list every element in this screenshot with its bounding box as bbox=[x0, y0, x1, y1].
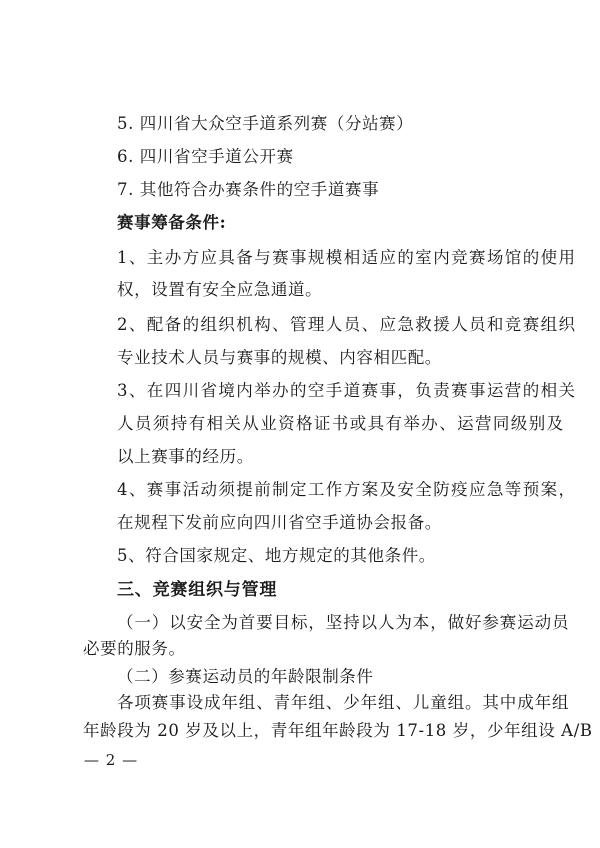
condition-1-line-1: 1、主办方应具备与赛事规模相适应的室内竞赛场馆的使用 bbox=[117, 248, 577, 267]
condition-1-line-2: 权，设置有安全应急通道。 bbox=[117, 280, 323, 299]
page-number: — 2 — bbox=[84, 751, 139, 769]
paragraph-2-line-1: 各项赛事设成年组、青年组、少年组、儿童组。其中成年组 bbox=[117, 693, 570, 712]
list-item-6: 6. 四川省空手道公开赛 bbox=[117, 147, 294, 166]
condition-4-line-1: 4、赛事活动须提前制定工作方案及安全防疫应急等预案， bbox=[117, 480, 577, 499]
section-heading-3: 三、竞赛组织与管理 bbox=[117, 580, 278, 600]
subheading-age-limits: （二）参赛运动员的年龄限制条件 bbox=[117, 667, 374, 686]
condition-2-line-2: 专业技术人员与赛事的规模、内容相匹配。 bbox=[117, 348, 442, 367]
condition-3-line-3: 以上赛事的经历。 bbox=[117, 447, 254, 466]
condition-4-line-2: 在规程下发前应向四川省空手道协会报备。 bbox=[117, 513, 442, 532]
condition-3-line-1: 3、在四川省境内举办的空手道赛事，负责赛事运营的相关 bbox=[117, 381, 577, 400]
condition-2-line-1: 2、配备的组织机构、管理人员、应急救援人员和竞赛组织 bbox=[117, 315, 577, 334]
condition-5: 5、符合国家规定、地方规定的其他条件。 bbox=[117, 546, 436, 565]
paragraph-2-line-2: 年龄段为 20 岁及以上，青年组年龄段为 17-18 岁，少年组设 A/B bbox=[83, 721, 593, 740]
list-item-5: 5. 四川省大众空手道系列赛（分站赛） bbox=[117, 114, 414, 133]
section-subheading: 赛事筹备条件: bbox=[117, 213, 227, 232]
condition-3-line-2: 人员须持有相关从业资格证书或具有举办、运营同级别及 bbox=[117, 414, 565, 433]
paragraph-1-line-1: （一）以安全为首要目标，坚持以人为本，做好参赛运动员 bbox=[117, 613, 570, 632]
paragraph-1-line-2: 必要的服务。 bbox=[83, 639, 186, 658]
list-item-7: 7. 其他符合办赛条件的空手道赛事 bbox=[117, 180, 380, 199]
